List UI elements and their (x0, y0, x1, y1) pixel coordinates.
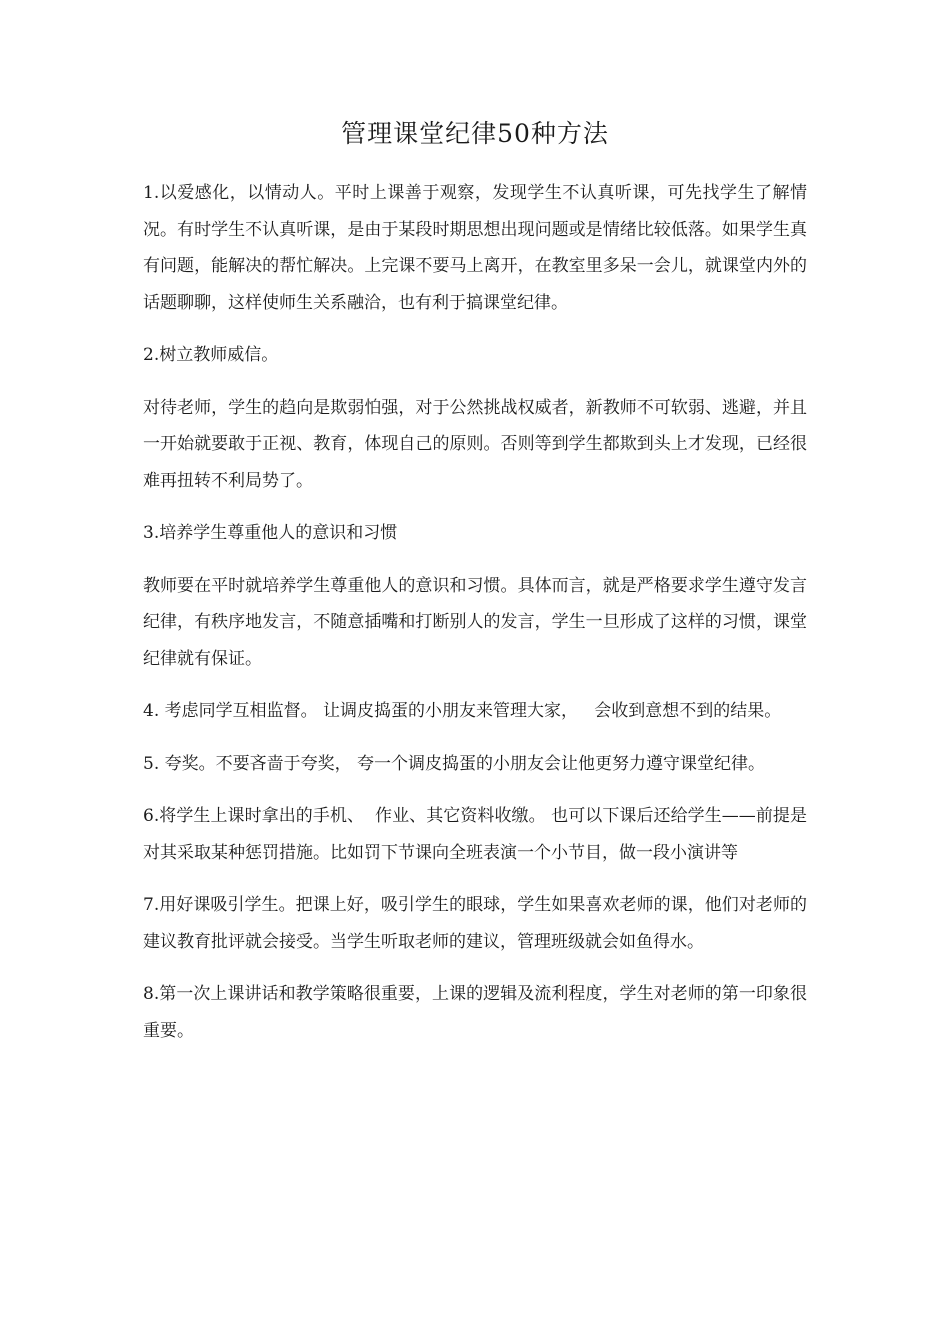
document-body (143, 175, 807, 1065)
paragraph-4: 4. 考虑同学互相监督。 让调皮捣蛋的小朋友来管理大家， 会收到意想不到的结果。 (143, 701, 782, 721)
paragraph-5: 5. 夸奖。不要吝啬于夸奖， 夸一个调皮捣蛋的小朋友会让他更努力遵守课堂纪律。 (143, 753, 766, 774)
paragraph-2-body: 对待老师，学生的趋向是欺弱怕强，对于公然挑战权威者，新教师不可软弱、逃避，并且一开始就要敢于正视、教育，体现自己的原则。否则等到学生都欺到头上才发现，已经很难再扭转不利局势了。 (143, 397, 807, 491)
paragraph-3-body: 教师要在平时就培养学生尊重他人的意识和习惯。具体而言，就是严格要求学生遵守发言纪律，有秩序地发言，不随意插嘴和打断别人的发言，学生一旦形成了这样的习惯，课堂纪律就有保证。 (143, 575, 807, 669)
paragraph-7: 7.用好课吸引学生。把课上好，吸引学生的眼球，学生如果喜欢老师的课，他们对老师的建议教育批评就会接受。当学生听取老师的建议，管理班级就会如鱼得水。 (143, 895, 807, 952)
document-title: 管理课堂纪律50种方法 (341, 119, 609, 148)
paragraph-6: 6.将学生上课时拿出的手机、 作业、其它资料收缴。 也可以下课后还给学生——前提是对其采取某种惩罚措施。比如罚下节课向全班表演一个小节目，做一段小演讲等 (143, 806, 807, 863)
paragraph-3-heading: 3.培养学生尊重他人的意识和习惯 (143, 523, 398, 543)
paragraph-8: 8.第一次上课讲话和教学策略很重要，上课的逻辑及流利程度，学生对老师的第一印象很重要。 (143, 984, 807, 1041)
paragraph-2-heading: 2.树立教师威信。 (143, 345, 279, 365)
paragraph-1: 1.以爱感化，以情动人。平时上课善于观察，发现学生不认真听课，可先找学生了解情况。有时学生不认真听课，是由于某段时期思想出现问题或是情绪比较低落。如果学生真有问题，能解决的帮忙解决。上完课不要马上离开，在教室里多呆一会儿，就课堂内外的话题聊聊，这样使师生关系融洽，也有利于搞课堂纪律。 (143, 183, 807, 313)
